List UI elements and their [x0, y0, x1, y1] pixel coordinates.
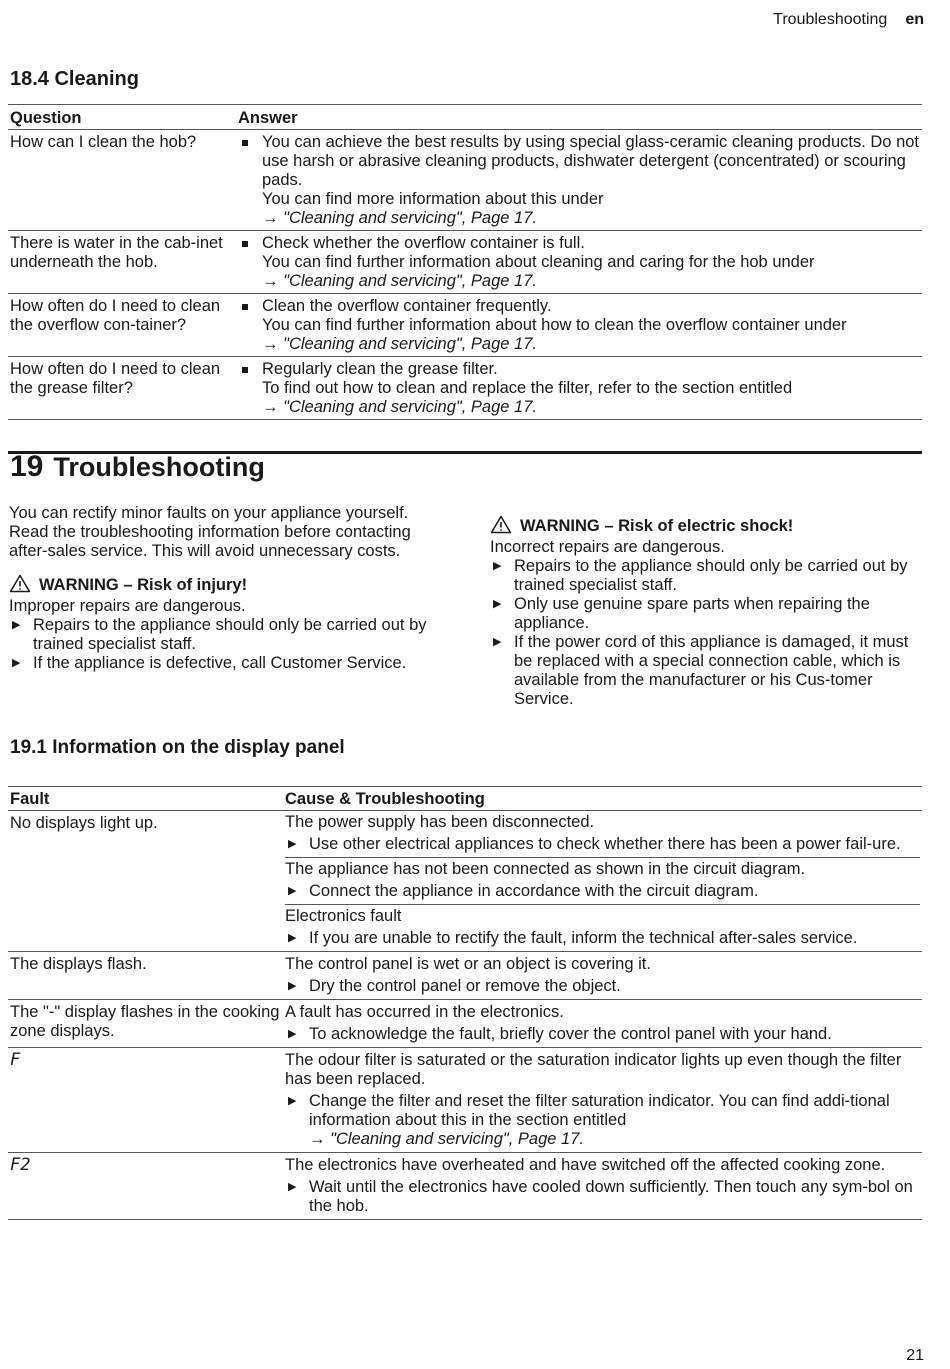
square-bullet-icon [242, 367, 248, 373]
square-bullet-icon [242, 140, 248, 146]
cross-reference-link[interactable]: → "Cleaning and servicing", Page 17. [262, 398, 537, 416]
answer-cell: Check whether the overflow container is full. You can find further information about cleaning and caring for the hob under → "Cleaning and servicing", Page 17. [238, 234, 920, 291]
cause-cell: A fault has occurred in the electronics. ▶ To acknowledge the fault, briefly cover the control panel with your hand. [283, 1000, 922, 1048]
bullet-item: ▶ Wait until the electronics have cooled down sufficiently. Then touch any sym-bol on the hob. [288, 1178, 913, 1215]
header-language: en [905, 11, 924, 28]
bullet-item: ▶ Repairs to the appliance should only be carried out by trained specialist staff. [12, 616, 427, 653]
question-cell: How often do I need to clean the grease filter? [8, 357, 236, 420]
chapter-title-text: Troubleshooting [53, 452, 265, 482]
bullet-item: ▶ Only use genuine spare parts when repairing the appliance. [493, 595, 870, 632]
right-column [490, 515, 922, 709]
header-section: Troubleshooting [773, 11, 888, 28]
bullet-arrow-icon: ▶ [288, 838, 297, 850]
chapter-title [10, 450, 265, 483]
bullet-arrow-icon: ▶ [288, 1028, 297, 1040]
chapter-number: 19 [10, 450, 44, 483]
cross-reference-link[interactable]: → "Cleaning and servicing", Page 17. [262, 209, 537, 227]
running-header [773, 10, 924, 29]
cross-reference-link[interactable]: → "Cleaning and servicing", Page 17. [262, 335, 537, 353]
col-question: Question [8, 105, 236, 130]
bullet-arrow-icon: ▶ [12, 619, 21, 631]
col-fault: Fault [8, 787, 283, 811]
warning-injury-title: WARNING – Risk of injury! [9, 574, 449, 595]
cleaning-table [8, 104, 922, 420]
answer-cell: You can achieve the best results by using special glass-ceramic cleaning products. Do not use harsh or abrasive cleaning products, dishwater detergent (concentrated) or scouring pads. You can find more information about this under → "Cleaning and servicing", Page 17. [238, 133, 920, 228]
question-cell: How can I clean the hob? [8, 130, 236, 231]
table-header [8, 787, 922, 811]
table-row [8, 1153, 922, 1220]
intro-paragraph: You can rectify minor faults on your appliance yourself. Read the troubleshooting information before contacting after-sales service. This will avoid unnecessary costs. [9, 504, 411, 560]
warning-shock-title: WARNING – Risk of electric shock! [490, 515, 922, 536]
section-18-4-title: 18.4 Cleaning [10, 68, 139, 90]
bullet-item: ▶ To acknowledge the fault, briefly cover the control panel with your hand. [288, 1025, 832, 1043]
bullet-item: ▶ Dry the control panel or remove the object. [288, 977, 621, 995]
fault-code: F [10, 1050, 21, 1070]
left-column [9, 504, 449, 673]
fault-cell: The displays flash. [8, 952, 283, 1000]
fault-table-wrap [8, 786, 922, 1220]
question-cell: There is water in the cab-inet underneath the hob. [8, 231, 236, 294]
fault-code: F2 [10, 1155, 31, 1175]
warning-triangle-icon [490, 515, 512, 534]
bullet-item: ▶ If the power cord of this appliance is damaged, it must be replaced with a special connection cable, which is available from the manufacturer or his Cus-tomer Service. [493, 633, 909, 708]
fault-cell [8, 1153, 283, 1220]
bullet-item: ▶ Change the filter and reset the filter saturation indicator. You can find addi-tional information about this in the section entitled → "Cleaning and servicing", Page 17. [288, 1092, 890, 1148]
table-row [8, 294, 922, 357]
table-row [8, 1000, 922, 1048]
table-row [8, 952, 922, 1000]
bullet-arrow-icon: ▶ [493, 560, 502, 572]
cause-cell: The odour filter is saturated or the saturation indicator lights up even though the filter has been replaced. ▶ Change the filter and reset the filter saturation indicator. You can find addi-tional information about this in the section entitled → "Cleaning and servicing", Page 17. [283, 1048, 922, 1153]
table-row [8, 811, 922, 952]
bullet-arrow-icon: ▶ [288, 1095, 297, 1107]
bullet-arrow-icon: ▶ [12, 657, 21, 669]
cause-cell: The power supply has been disconnected. ▶ Use other electrical appliances to check whether there has been a power fail-ure. The appliance has not been connected as shown in the circuit diagram. ▶ Connect the appliance in accordance with the circuit diagram. Electronics fault ▶ If you are unable to rectify the fault, inform the technical after-sales service. [283, 811, 922, 952]
cross-reference-link[interactable]: → "Cleaning and servicing", Page 17. [262, 272, 537, 290]
section-19-1-title: 19.1 Information on the display panel [10, 737, 345, 758]
bullet-item: ▶ Repairs to the appliance should only be carried out by trained specialist staff. [493, 557, 908, 594]
table-row [8, 231, 922, 294]
warning-shock-text: Incorrect repairs are dangerous. [490, 538, 725, 556]
answer-cell: Clean the overflow container frequently. You can find further information about how to clean the overflow container under → "Cleaning and servicing", Page 17. [238, 297, 920, 354]
col-answer: Answer [236, 105, 922, 130]
warning-triangle-icon [9, 574, 31, 593]
cross-reference-link[interactable]: → "Cleaning and servicing", Page 17. [309, 1130, 584, 1148]
bullet-arrow-icon: ▶ [288, 932, 297, 944]
cause-cell: The electronics have overheated and have switched off the affected cooking zone. ▶ Wait until the electronics have cooled down sufficiently. Then touch any sym-bol on the hob. [283, 1153, 922, 1220]
bullet-item: ▶ If the appliance is defective, call Customer Service. [12, 654, 407, 672]
bullet-arrow-icon: ▶ [288, 980, 297, 992]
table-header [8, 105, 922, 130]
fault-cell: No displays light up. [8, 811, 283, 952]
question-cell: How often do I need to clean the overflow con-tainer? [8, 294, 236, 357]
bullet-arrow-icon: ▶ [493, 636, 502, 648]
fault-cell: The "-" display flashes in the cooking zone displays. [8, 1000, 283, 1048]
bullet-arrow-icon: ▶ [493, 598, 502, 610]
cause-cell: The control panel is wet or an object is covering it. ▶ Dry the control panel or remove the object. [283, 952, 922, 1000]
bullet-arrow-icon: ▶ [288, 885, 297, 897]
answer-cell: Regularly clean the grease filter. To find out how to clean and replace the filter, refer to the section entitled → "Cleaning and servicing", Page 17. [238, 360, 920, 417]
col-cause: Cause & Troubleshooting [283, 787, 922, 811]
bullet-item: ▶ Use other electrical appliances to check whether there has been a power fail-ure. [288, 835, 901, 853]
fault-cell [8, 1048, 283, 1153]
page-number: 21 [906, 1347, 924, 1364]
warning-injury-text: Improper repairs are dangerous. [9, 597, 246, 615]
bullet-item: ▶ Connect the appliance in accordance with the circuit diagram. [288, 882, 759, 900]
square-bullet-icon [242, 304, 248, 310]
table-row [8, 357, 922, 420]
square-bullet-icon [242, 241, 248, 247]
bullet-item: ▶ If you are unable to rectify the fault, inform the technical after-sales service. [288, 929, 858, 947]
table-row [8, 1048, 922, 1153]
fault-table [8, 786, 922, 1220]
table-row [8, 130, 922, 231]
bullet-arrow-icon: ▶ [288, 1181, 297, 1193]
cleaning-table-wrap [8, 104, 922, 420]
